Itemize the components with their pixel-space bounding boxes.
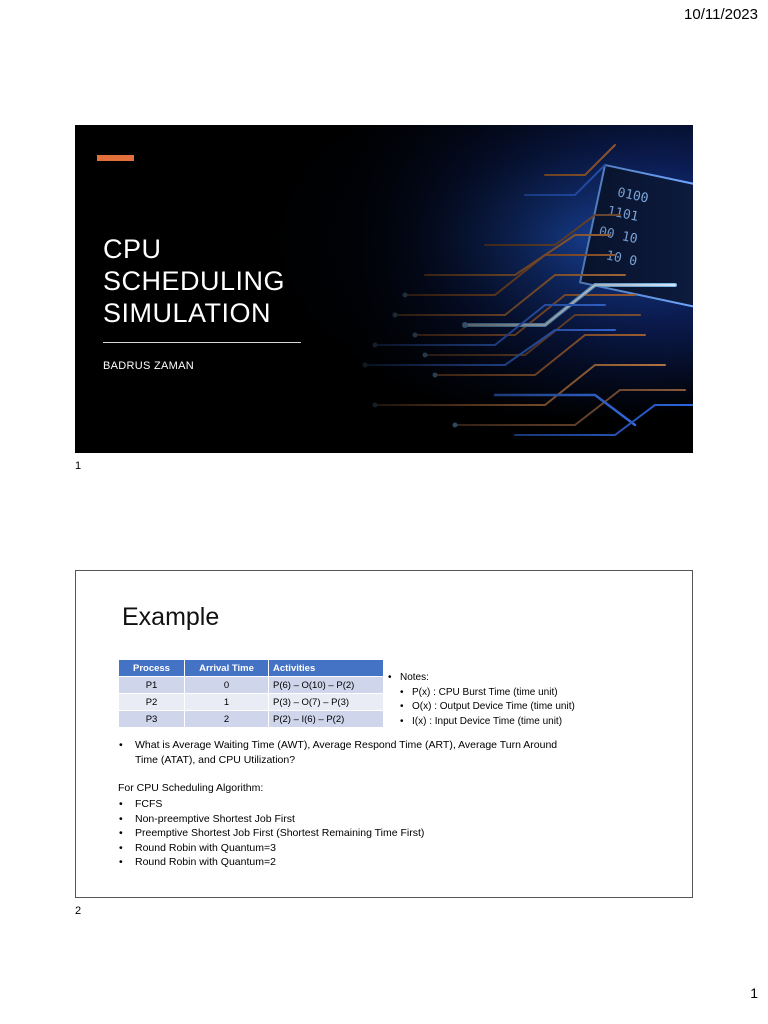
author-name: BADRUS ZAMAN — [103, 360, 194, 372]
algorithm-name: Round Robin with Quantum=3 — [135, 841, 276, 854]
slide-number: 1 — [75, 460, 82, 472]
list-item — [118, 797, 424, 812]
list-item — [388, 671, 575, 686]
title-divider — [103, 342, 301, 343]
list-item — [118, 855, 424, 870]
bullet-icon: • — [388, 672, 392, 683]
table-cell: P(3) – O(7) – P(3) — [269, 694, 384, 711]
column-header: Process — [119, 660, 185, 677]
list-item — [388, 700, 575, 715]
slide-title: Example — [122, 603, 220, 631]
title-line: SCHEDULING — [103, 266, 286, 296]
question-item — [118, 738, 578, 767]
note-text: I(x) : Input Device Time (time unit) — [412, 715, 563, 727]
column-header: Arrival Time — [185, 660, 269, 677]
list-item — [388, 686, 575, 701]
title-line: SIMULATION — [103, 298, 272, 328]
print-date: 10/11/2023 — [684, 6, 758, 23]
algorithm-name: Preemptive Shortest Job First (Shortest Remaining Time First) — [135, 827, 425, 839]
table-cell: 0 — [185, 677, 269, 694]
table-row — [119, 694, 384, 711]
note-text: P(x) : CPU Burst Time (time unit) — [412, 686, 558, 698]
title-line: CPU — [103, 234, 162, 264]
algorithm-name: Round Robin with Quantum=2 — [135, 856, 276, 868]
notes-heading: Notes: — [400, 672, 429, 683]
bullet-icon: • — [119, 856, 123, 868]
table-cell: 2 — [185, 711, 269, 728]
table-cell: P(6) – O(10) – P(2) — [269, 677, 384, 694]
slide-number: 2 — [75, 905, 82, 917]
table-cell: P3 — [119, 711, 185, 728]
bullet-icon: • — [400, 715, 404, 727]
list-item — [118, 812, 424, 827]
bullet-icon: • — [119, 841, 123, 854]
list-item — [118, 841, 424, 856]
bullet-icon: • — [119, 798, 123, 810]
list-item — [118, 826, 424, 841]
table-cell: 1 — [185, 694, 269, 711]
table-cell: P2 — [119, 694, 185, 711]
bullet-icon: • — [119, 827, 123, 839]
bullet-icon: • — [400, 686, 404, 698]
algorithm-list — [118, 797, 424, 870]
table-row — [119, 711, 384, 728]
algorithm-name: FCFS — [135, 798, 163, 810]
title-slide — [75, 125, 693, 453]
bullet-icon: • — [400, 701, 404, 712]
question-text: What is Average Waiting Time (AWT), Average Respond Time (ART), Average Turn Around Time (ATAT), and CPU Utilization? — [135, 739, 558, 766]
table-header-row — [119, 660, 384, 677]
title-accent-bar — [97, 155, 134, 161]
table-row — [119, 677, 384, 694]
table-cell: P1 — [119, 677, 185, 694]
page-number: 1 — [750, 985, 758, 1001]
bullet-icon: • — [119, 812, 123, 825]
list-item — [388, 715, 575, 730]
notes-list — [388, 671, 575, 729]
algorithm-name: Non-preemptive Shortest Job First — [135, 812, 295, 825]
example-slide — [75, 570, 693, 898]
slide-title — [103, 233, 285, 329]
bullet-icon: • — [119, 739, 123, 751]
column-header: Activities — [269, 660, 384, 677]
table-cell: P(2) – I(6) – P(2) — [269, 711, 384, 728]
note-text: O(x) : Output Device Time (time unit) — [412, 701, 575, 712]
process-table — [118, 659, 384, 728]
algorithms-intro: For CPU Scheduling Algorithm: — [118, 782, 264, 794]
